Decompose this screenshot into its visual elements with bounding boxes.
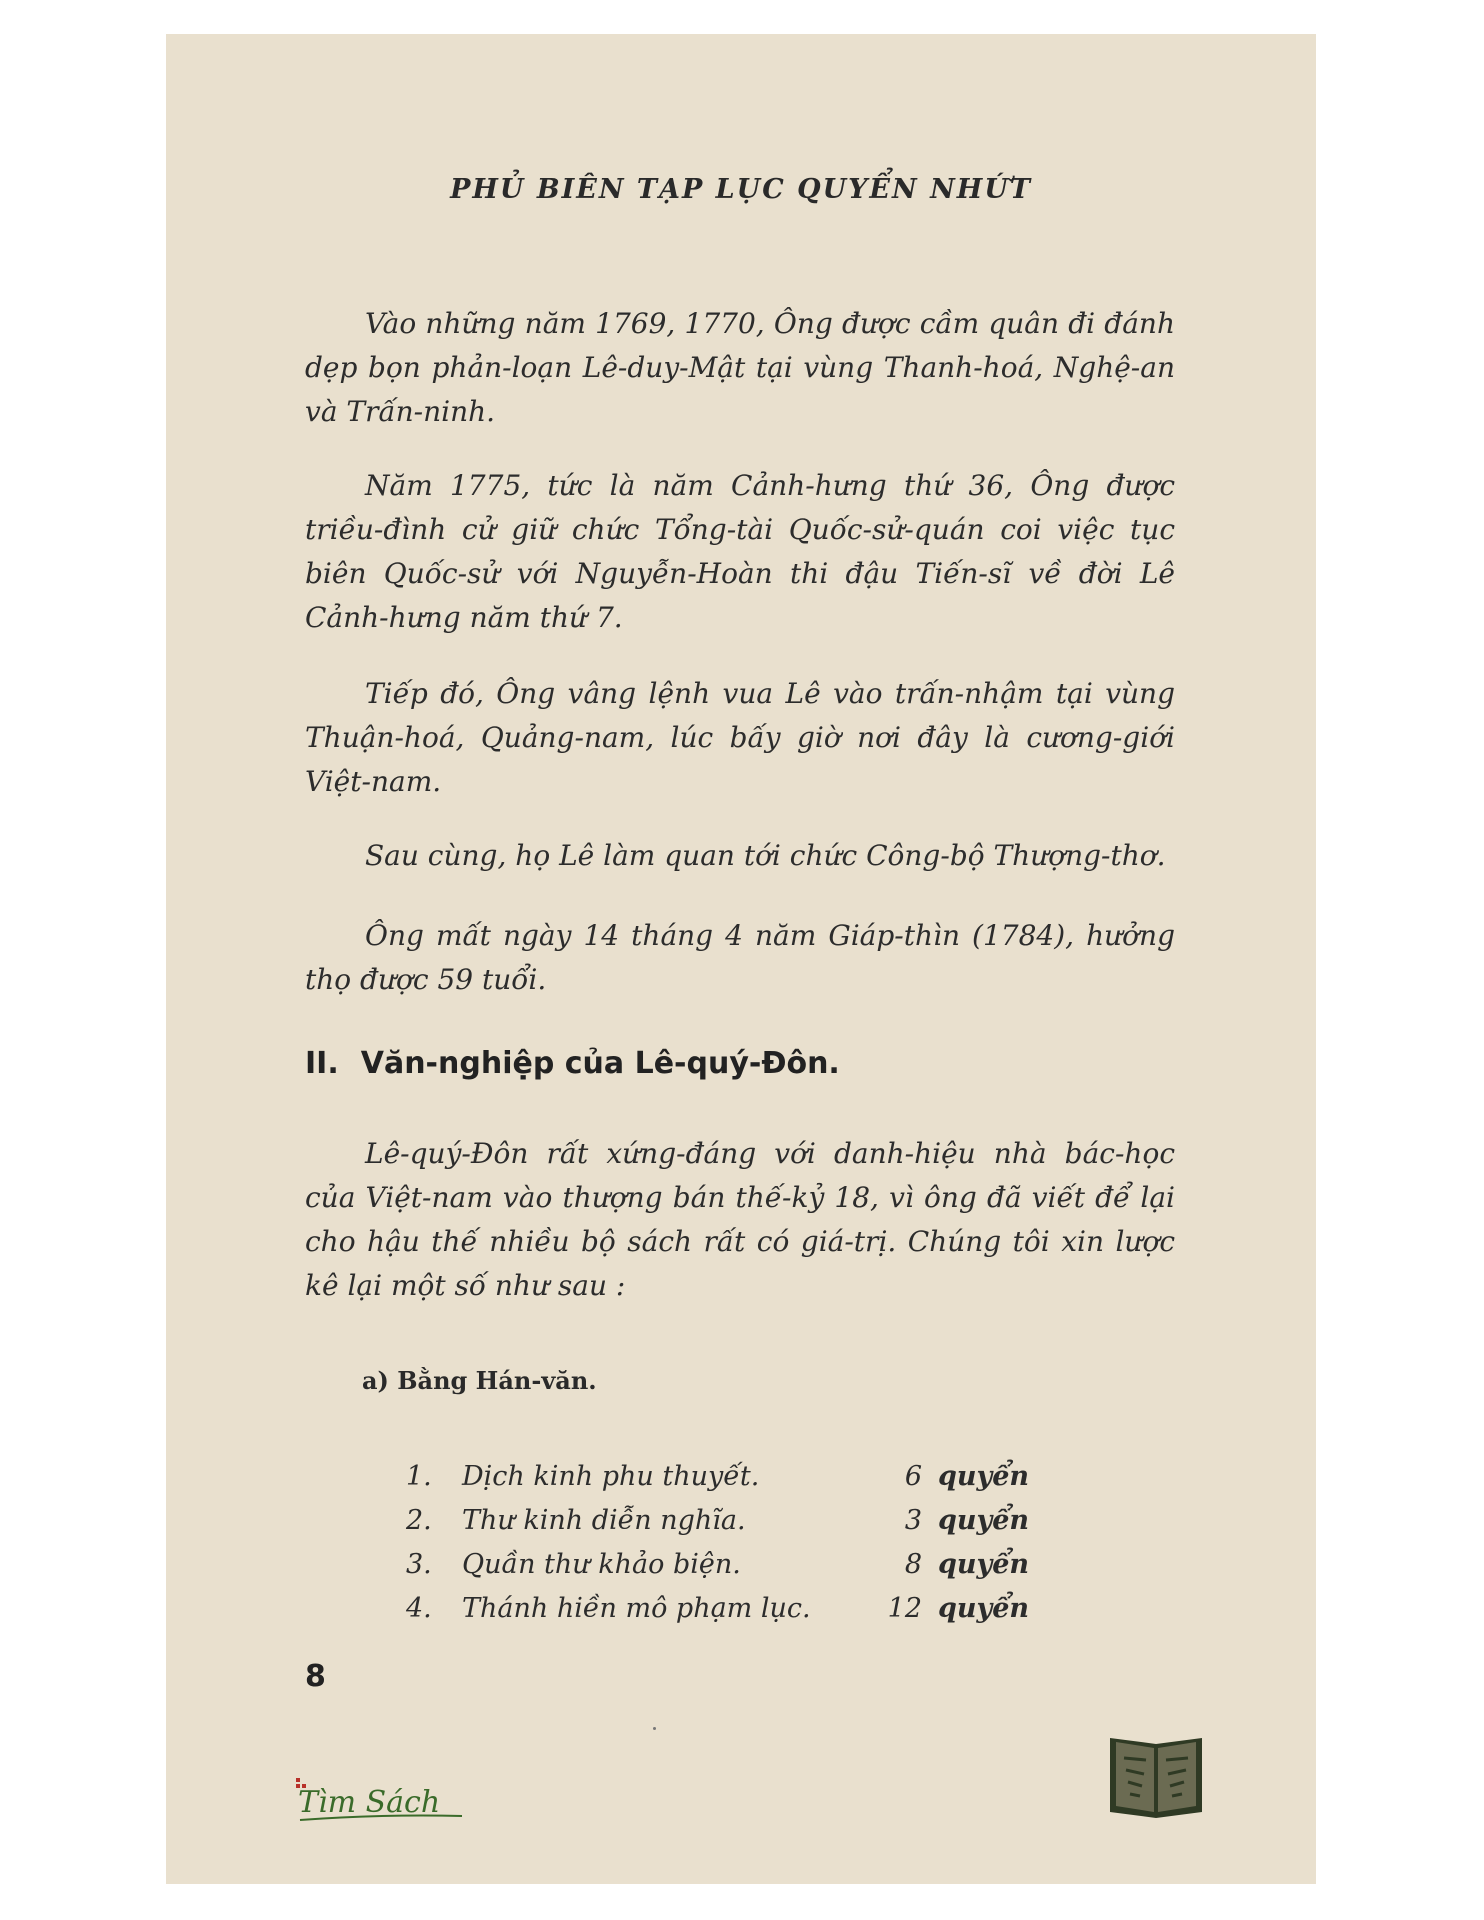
item-count: 3	[904, 1504, 922, 1536]
section-heading	[305, 1046, 840, 1081]
item-title: Thư kinh diễn nghĩa.	[462, 1504, 746, 1536]
item-number: 3.	[406, 1548, 432, 1580]
running-head: PHỦ BIÊN TẠP LỤC QUYỂN NHỨT	[450, 174, 1032, 205]
timsach-logo	[292, 1776, 472, 1826]
list-item	[406, 1586, 1046, 1630]
list-item	[406, 1542, 1046, 1586]
book-list	[406, 1454, 1046, 1630]
svg-text:Tìm Sách: Tìm Sách	[298, 1785, 441, 1820]
item-title: Thánh hiền mô phạm lục.	[462, 1592, 811, 1624]
item-unit: quyển	[938, 1504, 1030, 1536]
item-unit: quyển	[938, 1592, 1030, 1624]
item-title: Quần thư khảo biện.	[462, 1548, 741, 1580]
item-unit: quyển	[938, 1548, 1030, 1580]
list-item	[406, 1498, 1046, 1542]
section-number: II.	[305, 1046, 339, 1081]
item-number: 4.	[406, 1592, 432, 1624]
book-page	[166, 34, 1316, 1884]
item-number: 2.	[406, 1504, 432, 1536]
list-item	[406, 1454, 1046, 1498]
page-number: 8	[305, 1659, 326, 1694]
item-title: Dịch kinh phu thuyết.	[462, 1460, 760, 1492]
paragraph-2: Năm 1775, tức là năm Cảnh-hưng thứ 36, Ông được triều-đình cử giữ chức Tổng-tài Quốc-sử-quán coi việc tục biên Quốc-sử với Nguyễn-Hoàn thi đậu Tiến-sĩ về đời Lê Cảnh-hưng năm thứ 7.	[305, 469, 1175, 634]
section-title: Văn-nghiệp của Lê-quý-Đôn.	[360, 1046, 840, 1081]
paragraph-1: Vào những năm 1769, 1770, Ông được cầm quân đi đánh dẹp bọn phản-loạn Lê-duy-Mật tại vùng Thanh-hoá, Nghệ-an và Trấn-ninh.	[305, 307, 1175, 428]
paragraph-3: Tiếp đó, Ông vâng lệnh vua Lê vào trấn-nhậm tại vùng Thuận-hoá, Quảng-nam, lúc bấy giờ nơi đây là cương-giới Việt-nam.	[305, 677, 1175, 798]
item-number: 1.	[406, 1460, 432, 1492]
subheading: a) Bằng Hán-văn.	[362, 1366, 597, 1395]
section-paragraph: Lê-quý-Đôn rất xứng-đáng với danh-hiệu nhà bác-học của Việt-nam vào thượng bán thế-kỷ 18, vì ông đã viết để lại cho hậu thế nhiều bộ sách rất có giá-trị. Chúng tôi xin lược kê lại một số như sau :	[305, 1137, 1175, 1302]
speck	[653, 1727, 656, 1730]
book-icon	[1106, 1724, 1206, 1820]
paragraph-4: Sau cùng, họ Lê làm quan tới chức Công-bộ Thượng-thơ.	[365, 839, 1166, 872]
item-count: 6	[904, 1460, 922, 1492]
item-count: 8	[904, 1548, 922, 1580]
item-unit: quyển	[938, 1460, 1030, 1492]
paragraph-5: Ông mất ngày 14 tháng 4 năm Giáp-thìn (1784), hưởng thọ được 59 tuổi.	[305, 919, 1175, 996]
item-count: 12	[887, 1592, 922, 1624]
